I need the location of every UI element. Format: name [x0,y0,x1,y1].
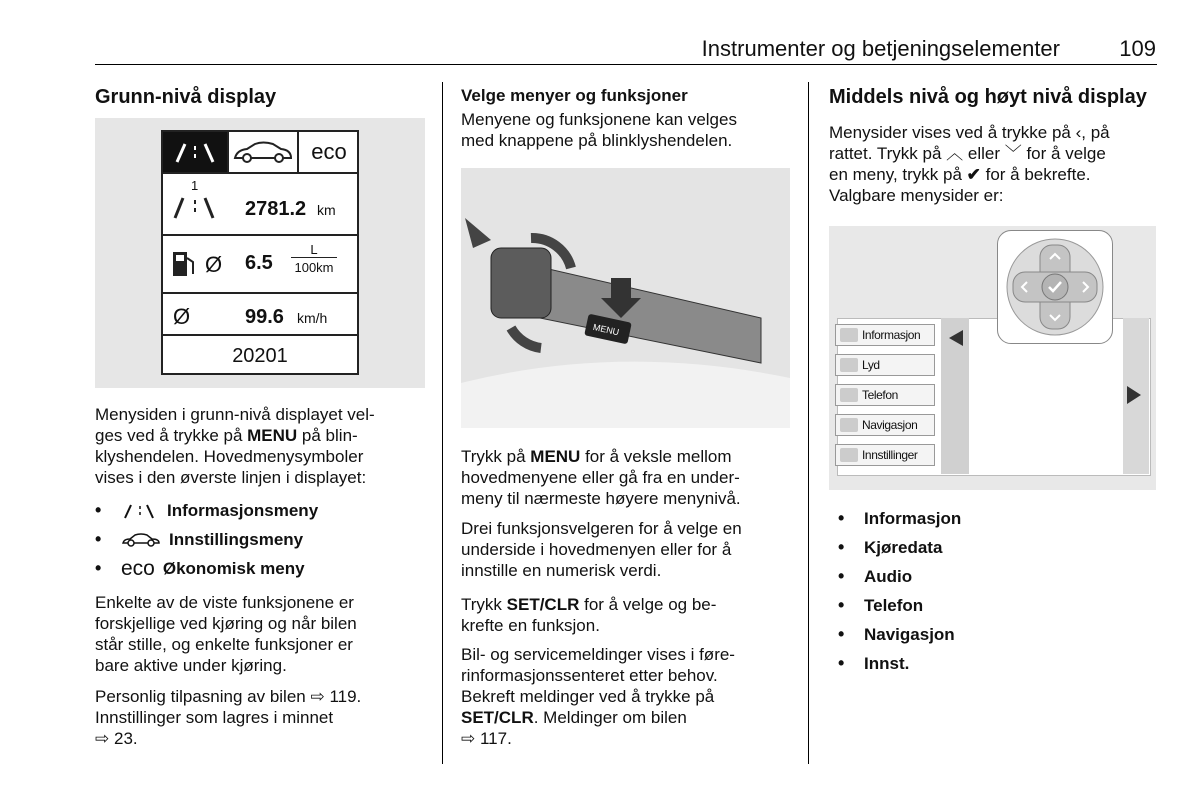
reference-arrow-icon: ⇨ [95,729,110,748]
car-icon [121,531,161,549]
average-symbol: Ø [173,304,191,329]
paragraph-press-setclr: Trykk SET/CLR for å velge og be- krefte en funksjon. [461,595,717,635]
tab-settings [227,132,297,172]
fuel-value: 6.5 [245,252,273,274]
info-icon [840,328,858,342]
chevron-down-icon: ﹀ [1004,144,1022,163]
odometer-value: 20201 [163,334,357,377]
menu-item-navigasjon[interactable]: Navigasjon [835,414,935,436]
running-header-title: Instrumenter og betjeningselementer [701,36,1060,61]
fuel-pump-icon [171,248,197,280]
section-heading-mid-high-display: Middels nivå og høyt nivå display [829,86,1147,108]
fuel-unit-bottom: 100km [294,260,334,275]
speed-row [163,292,357,336]
tab-eco: eco [297,132,359,172]
trip-row [163,172,357,236]
page-number: 109 [1119,36,1156,61]
navigation-icon [840,418,858,432]
menu-button-label: MENU [592,321,621,338]
section-heading-select-menus: Velge menyer og funksjoner [461,86,688,105]
page-reference[interactable]: 119. [329,687,362,706]
menu-item-telefon[interactable]: Telefon [835,384,935,406]
bullet-list-menu-pages [838,504,1158,678]
lever-illustration [461,168,790,428]
paragraph-press-menu: Trykk på MENU for å veksle mellom hovedmenyene eller gå fra en under- meny til nærmeste høyere menynivå. [461,447,741,508]
tab-info-active [163,132,227,172]
instrument-display [161,130,359,375]
reference-arrow-icon: ⇨ [310,687,325,706]
menu-keyword: MENU [530,447,581,466]
list-item: • Innstillingsmeny [95,529,304,549]
settings-icon [840,448,858,462]
fuel-unit-top: L [291,242,337,258]
page-reference[interactable]: 23. [113,729,138,748]
trip-number: 1 [191,178,199,193]
column-divider-right [808,82,809,764]
phone-icon [840,388,858,402]
car-icon [229,132,297,172]
setclr-keyword: SET/CLR [461,708,534,727]
paragraph-menu-pages: Menysider vises ved å trykke på ‹, på rattet. Trykk på ︿ eller ﹀ for å velge en meny, trykk på ✔ for å bekrefte. Valgbare menysider er: [829,123,1110,205]
menu-item-innstillinger[interactable]: Innstillinger [835,444,935,466]
music-icon [840,358,858,372]
steering-control-inset [997,230,1113,344]
section-heading-basic-display: Grunn-nivå display [95,86,277,108]
road-icon [171,192,221,222]
triangle-right-icon [1125,384,1143,406]
speed-value: 99.6 [245,306,284,328]
list-item: • Informasjonsmeny [95,500,319,520]
reference-arrow-icon: ⇨ [461,729,476,748]
paragraph-turn-selector: Drei funksjonsvelgeren for å velge en underside i hovedmenyen eller for å innstille en numerisk verdi. [461,519,742,580]
list-item: • Audio [838,566,913,586]
page-reference[interactable]: 117. [479,729,512,748]
road-icon [121,502,159,520]
fuel-row [163,234,357,294]
menu-item-informasjon[interactable]: Informasjon [835,324,935,346]
paragraph-basic-intro: Menysiden i grunn-nivå displayet vel- ges ved å trykke på MENU på blin- klyshendelen. Hovedmenysymboler vises i den øverste linjen i displayet: [95,405,375,487]
list-item: • Kjøredata [838,537,943,557]
menu-item-lyd[interactable]: Lyd [835,354,935,376]
chevron-up-icon: ︿ [946,144,964,163]
mid-level-display-figure [829,226,1156,490]
direction-pad [998,231,1112,343]
average-symbol: Ø [205,252,223,277]
paragraph-functions-vary: Enkelte av de viste funksjonene er forskjellige ved kjøring og når bilen står stille, og enkelte funksjoner er bare aktive under kjøring. [95,593,357,675]
eco-icon: eco [121,556,155,580]
paragraph-menu-intro: Menyene og funksjonene kan velges med knappene på blinklyshendelen. [461,110,737,150]
menu-keyword: MENU [247,426,298,445]
header-rule [95,64,1157,65]
list-item: • eco Økonomisk meny [95,556,305,580]
list-item: • Informasjon [838,508,962,528]
chevron-left-icon: ‹ [1075,123,1082,142]
column-divider-left [442,82,443,764]
paragraph-personalisation: Personlig tilpasning av bilen ⇨ 119. Innstillinger som lagres i minnet ⇨ 23. [95,687,362,748]
list-item: • Innst. [838,653,910,673]
road-icon [163,132,227,172]
list-item: • Navigasjon [838,624,955,644]
bullet-list-basic [95,496,435,583]
trip-value: 2781.2 [245,198,307,220]
list-item: • Telefon [838,595,924,615]
trip-unit: km [317,202,336,218]
setclr-keyword: SET/CLR [506,595,580,614]
triangle-left-icon [947,328,965,348]
basic-display-figure [95,118,425,388]
turn-signal-lever-figure [461,168,790,428]
paragraph-vehicle-messages: Bil- og servicemeldinger vises i føre- rinformasjonssenteret etter behov. Bekreft meldinger ved å trykke på SET/CLR. Meldinger om bilen ⇨ 117. [461,645,735,748]
check-icon: ✔ [966,165,981,184]
speed-unit: km/h [297,310,328,326]
